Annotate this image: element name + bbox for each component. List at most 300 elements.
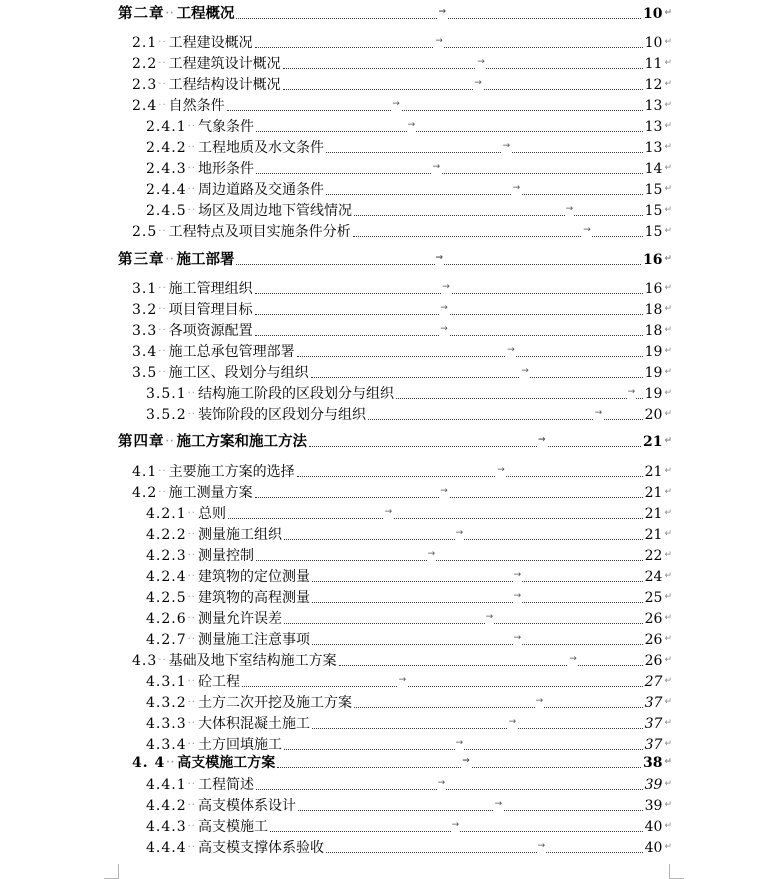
space-marker: ··: [158, 346, 167, 357]
dot-leader: [284, 528, 643, 540]
space-marker: ··: [187, 388, 196, 399]
toc-entry-title: 周边道路及交通条件: [197, 182, 324, 198]
tab-arrow-icon: →: [455, 524, 465, 542]
toc-entry-number: 第二章: [118, 5, 165, 22]
toc-entry[interactable]: [146, 179, 672, 199]
paragraph-mark-icon: ↵: [664, 757, 672, 767]
paragraph-mark-icon: ↵: [664, 142, 672, 152]
toc-entry[interactable]: [146, 524, 672, 544]
toc-entry[interactable]: [118, 3, 672, 23]
toc-entry-page: 39: [644, 777, 663, 793]
toc-entry-title: 总则: [197, 506, 226, 522]
space-marker: ··: [187, 205, 196, 216]
space-marker: ··: [187, 697, 196, 708]
paragraph-mark-icon: ↵: [664, 634, 672, 644]
dot-leader: [255, 36, 643, 48]
toc-entry-number: 第三章: [118, 251, 165, 268]
dot-leader: [312, 570, 643, 582]
paragraph-mark-icon: ↵: [664, 283, 672, 293]
toc-entry-page: 26: [644, 653, 663, 669]
toc-entry[interactable]: [132, 95, 672, 115]
toc-entry[interactable]: [132, 320, 672, 340]
paragraph-mark-icon: ↵: [664, 325, 672, 335]
paragraph-mark-icon: ↵: [664, 571, 672, 581]
toc-entry-page: 26: [644, 632, 663, 648]
space-marker: ··: [158, 226, 167, 237]
toc-entry-page: 21: [644, 485, 663, 501]
toc-entry-page: 24: [644, 569, 663, 585]
toc-entry[interactable]: [146, 200, 672, 220]
dot-leader: [309, 435, 641, 447]
toc-entry-page: 21: [644, 464, 663, 480]
toc-entry-number: 4.4.2: [146, 798, 187, 814]
dot-leader: [283, 57, 643, 69]
paragraph-mark-icon: ↵: [664, 466, 672, 476]
paragraph-mark-icon: ↵: [664, 121, 672, 131]
toc-entry-number: 2.4.1: [146, 119, 187, 135]
toc-entry[interactable]: [132, 362, 672, 382]
dot-leader: [312, 717, 643, 729]
dot-leader: [256, 162, 643, 174]
paragraph-mark-icon: ↵: [664, 655, 672, 665]
space-marker: ··: [158, 304, 167, 315]
toc-entry-page: 13: [644, 98, 663, 114]
space-marker: ··: [187, 779, 196, 790]
toc-entry-page: 19: [644, 344, 663, 360]
toc-entry-number: 3.5: [132, 365, 158, 381]
dot-leader: [339, 654, 643, 666]
paragraph-mark-icon: ↵: [664, 367, 672, 377]
toc-entry[interactable]: [146, 734, 672, 754]
dot-leader: [270, 820, 643, 832]
space-marker: ··: [187, 592, 196, 603]
toc-entry-page: 37: [644, 716, 663, 732]
paragraph-mark-icon: ↵: [664, 205, 672, 215]
tab-arrow-icon: →: [537, 431, 547, 449]
toc-entry-title: 土方二次开挖及施工方案: [197, 695, 352, 711]
toc-entry-number: 4.2.4: [146, 569, 187, 585]
space-marker: ··: [165, 254, 175, 265]
space-marker: ··: [158, 79, 167, 90]
tab-arrow-icon: →: [451, 816, 461, 834]
toc-entry-title: 工程地质及水文条件: [197, 140, 324, 156]
toc-entry-number: 4.3.3: [146, 716, 187, 732]
dot-leader: [396, 387, 643, 399]
toc-entry[interactable]: [146, 587, 672, 607]
toc-entry[interactable]: [146, 795, 672, 815]
dot-leader: [256, 120, 643, 132]
toc-entry-number: 4.4.4: [146, 840, 187, 856]
tab-arrow-icon: →: [513, 629, 523, 647]
toc-entry-title: 工程建设概况: [168, 35, 253, 51]
tab-arrow-icon: →: [568, 650, 578, 668]
toc-entry-page: 39: [644, 798, 663, 814]
space-marker: ··: [187, 550, 196, 561]
toc-entry-number: 4.3.2: [146, 695, 187, 711]
toc-entry[interactable]: [132, 299, 672, 319]
dot-leader: [368, 408, 643, 420]
toc-entry-title: 气象条件: [197, 119, 254, 135]
toc-entry-title: 施工区、段划分与组织: [168, 365, 309, 381]
toc-entry-page: 18: [644, 323, 663, 339]
toc-entry-number: 3.4: [132, 344, 158, 360]
toc-entry-page: 13: [644, 140, 663, 156]
toc-entry[interactable]: [132, 278, 672, 298]
tab-arrow-icon: →: [439, 299, 449, 317]
toc-entry-number: 3.5.1: [146, 386, 187, 402]
toc-entry[interactable]: [146, 545, 672, 565]
dot-leader: [312, 633, 643, 645]
toc-entry-page: 12: [644, 77, 663, 93]
paragraph-mark-icon: ↵: [664, 676, 672, 686]
toc-entry-title: 施工总承包管理部署: [168, 344, 295, 360]
toc-entry-title: 大体积混凝土施工: [197, 716, 310, 732]
dot-leader: [354, 204, 643, 216]
paragraph-mark-icon: ↵: [664, 409, 672, 419]
space-marker: ··: [187, 571, 196, 582]
toc-entry-page: 14: [644, 161, 663, 177]
dot-leader: [284, 612, 643, 624]
toc-entry-number: 4.2.6: [146, 611, 187, 627]
tab-arrow-icon: →: [512, 179, 522, 197]
paragraph-mark-icon: ↵: [664, 613, 672, 623]
toc-entry-page: 21: [642, 434, 663, 450]
paragraph-mark-icon: ↵: [664, 388, 672, 398]
dot-leader: [256, 778, 643, 790]
space-marker: ··: [158, 283, 167, 294]
toc-entry-title: 高支模体系设计: [197, 798, 296, 814]
space-marker: ··: [158, 58, 167, 69]
toc-entry[interactable]: [132, 341, 672, 361]
tab-arrow-icon: →: [437, 774, 447, 792]
tab-arrow-icon: →: [476, 53, 486, 71]
tab-arrow-icon: →: [384, 503, 394, 521]
tab-arrow-icon: →: [494, 795, 504, 813]
dot-leader: [236, 253, 641, 265]
toc-entry[interactable]: [146, 774, 672, 794]
dot-leader: [236, 7, 641, 19]
tab-arrow-icon: →: [520, 362, 530, 380]
toc-entry-title: 施工管理组织: [168, 281, 253, 297]
tab-arrow-icon: →: [473, 74, 483, 92]
paragraph-mark-icon: ↵: [664, 529, 672, 539]
space-marker: ··: [187, 163, 196, 174]
space-marker: ··: [187, 739, 196, 750]
toc-entry[interactable]: [132, 461, 672, 481]
toc-entry[interactable]: [132, 221, 672, 241]
tab-arrow-icon: →: [434, 32, 444, 50]
toc-entry-page: 22: [644, 548, 663, 564]
dot-leader: [255, 324, 643, 336]
tab-arrow-icon: →: [508, 713, 518, 731]
toc-entry-number: 4.2.2: [146, 527, 187, 543]
toc-entry-title: 地形条件: [197, 161, 254, 177]
toc-entry-title: 测量施工组织: [197, 527, 282, 543]
toc-entry-number: 4.2.3: [146, 548, 187, 564]
tab-arrow-icon: →: [627, 383, 637, 401]
paragraph-mark-icon: ↵: [664, 8, 672, 18]
toc-entry-title: 施工方案和施工方法: [176, 433, 307, 450]
toc-entry-page: 27: [644, 674, 663, 690]
toc-entry-page: 37: [644, 737, 663, 753]
toc-entry-page: 37: [644, 695, 663, 711]
tab-arrow-icon: →: [535, 692, 545, 710]
paragraph-mark-icon: ↵: [664, 550, 672, 560]
dot-leader: [298, 799, 643, 811]
toc-entry-page: 10: [644, 35, 663, 51]
tab-arrow-icon: →: [485, 608, 495, 626]
toc-entry-number: 2.4.5: [146, 203, 187, 219]
toc-entry-number: 4.2.1: [146, 506, 187, 522]
dot-leader: [326, 183, 643, 195]
toc-entry-number: 4. 4: [132, 755, 166, 771]
dot-leader: [353, 225, 643, 237]
toc-entry[interactable]: [146, 816, 672, 836]
tab-arrow-icon: →: [455, 734, 465, 752]
paragraph-mark-icon: ↵: [664, 592, 672, 602]
toc-entry-number: 4.1: [132, 464, 158, 480]
toc-entry-number: 2.4: [132, 98, 158, 114]
space-marker: ··: [187, 800, 196, 811]
dot-leader: [255, 282, 643, 294]
paragraph-mark-icon: ↵: [664, 254, 672, 264]
paragraph-mark-icon: ↵: [664, 487, 672, 497]
toc-entry[interactable]: [132, 650, 672, 670]
tab-arrow-icon: →: [513, 566, 523, 584]
paragraph-mark-icon: ↵: [664, 79, 672, 89]
toc-entry[interactable]: [132, 482, 672, 502]
toc-entry[interactable]: [146, 404, 672, 424]
tab-arrow-icon: →: [439, 482, 449, 500]
toc-entry-title: 项目管理目标: [168, 302, 253, 318]
dot-leader: [227, 99, 643, 111]
toc-entry[interactable]: [146, 713, 672, 733]
toc-entry[interactable]: [146, 566, 672, 586]
dot-leader: [255, 486, 643, 498]
space-marker: ··: [165, 436, 175, 447]
paragraph-mark-icon: ↵: [664, 346, 672, 356]
toc-entry[interactable]: [146, 692, 672, 712]
paragraph-mark-icon: ↵: [664, 436, 672, 446]
space-marker: ··: [165, 8, 175, 19]
toc-entry[interactable]: [146, 137, 672, 157]
paragraph-mark-icon: ↵: [664, 697, 672, 707]
dot-leader: [326, 141, 643, 153]
toc-entry-title: 自然条件: [168, 98, 225, 114]
toc-entry-page: 38: [642, 755, 663, 771]
toc-entry-number: 4.2: [132, 485, 158, 501]
tab-arrow-icon: →: [435, 249, 445, 267]
toc-entry-page: 11: [644, 56, 663, 72]
tab-arrow-icon: →: [427, 545, 437, 563]
tab-arrow-icon: →: [461, 752, 471, 770]
tab-arrow-icon: →: [391, 95, 401, 113]
space-marker: ··: [158, 655, 167, 666]
toc-entry-title: 主要施工方案的选择: [168, 464, 295, 480]
toc-entry-title: 各项资源配置: [168, 323, 253, 339]
toc-entry[interactable]: [146, 629, 672, 649]
tab-arrow-icon: →: [439, 320, 449, 338]
tab-arrow-icon: →: [441, 278, 451, 296]
toc-entry-number: 4.3.4: [146, 737, 187, 753]
toc-entry[interactable]: [146, 116, 672, 136]
space-marker: ··: [158, 466, 167, 477]
space-marker: ··: [158, 487, 167, 498]
toc-entry-title: 装饰阶段的区段划分与组织: [197, 407, 366, 423]
toc-entry-title: 工程简述: [197, 777, 254, 793]
toc-entry-number: 4.4.1: [146, 777, 187, 793]
toc-entry[interactable]: [146, 608, 672, 628]
toc-entry-number: 3.3: [132, 323, 158, 339]
dot-leader: [255, 303, 643, 315]
paragraph-mark-icon: ↵: [664, 842, 672, 852]
toc-entry-title: 高支模施工: [197, 819, 268, 835]
page-corner-mark: [669, 864, 684, 879]
toc-entry-page: 16: [644, 281, 663, 297]
toc-entry-number: 2.4.2: [146, 140, 187, 156]
toc-entry-number: 第四章: [118, 433, 165, 450]
paragraph-mark-icon: ↵: [664, 821, 672, 831]
tab-arrow-icon: →: [502, 137, 512, 155]
toc-entry[interactable]: [146, 837, 672, 857]
paragraph-mark-icon: ↵: [664, 800, 672, 810]
space-marker: ··: [187, 842, 196, 853]
toc-entry-title: 结构施工阶段的区段划分与组织: [197, 386, 394, 402]
toc-entry-page: 15: [644, 182, 663, 198]
toc-entry-number: 4.4.3: [146, 819, 187, 835]
toc-entry-title: 测量控制: [197, 548, 254, 564]
toc-entry-number: 2.2: [132, 56, 158, 72]
dot-leader: [312, 591, 643, 603]
space-marker: ··: [187, 718, 196, 729]
toc-entry-title: 建筑物的高程测量: [197, 590, 310, 606]
tab-arrow-icon: →: [506, 341, 516, 359]
toc-entry-title: 施工测量方案: [168, 485, 253, 501]
toc-entry[interactable]: [118, 249, 672, 269]
paragraph-mark-icon: ↵: [664, 226, 672, 236]
toc-entry-title: 测量施工注意事项: [197, 632, 310, 648]
toc-entry-page: 19: [644, 365, 663, 381]
toc-entry-page: 13: [644, 119, 663, 135]
paragraph-mark-icon: ↵: [664, 779, 672, 789]
toc-entry-page: 18: [644, 302, 663, 318]
space-marker: ··: [187, 529, 196, 540]
toc-entry[interactable]: [132, 752, 672, 772]
paragraph-mark-icon: ↵: [664, 508, 672, 518]
paragraph-mark-icon: ↵: [664, 304, 672, 314]
toc-entry-page: 15: [644, 224, 663, 240]
paragraph-mark-icon: ↵: [664, 739, 672, 749]
toc-entry-page: 10: [642, 6, 663, 22]
toc-entry-title: 高支模支撑体系验收: [197, 840, 324, 856]
dot-leader: [311, 366, 643, 378]
toc-entry-title: 场区及周边地下管线情况: [197, 203, 352, 219]
toc-entry-page: 40: [644, 840, 663, 856]
toc-entry-title: 基础及地下室结构施工方案: [168, 653, 337, 669]
tab-arrow-icon: →: [565, 200, 575, 218]
dot-leader: [283, 78, 643, 90]
space-marker: ··: [187, 676, 196, 687]
dot-leader: [228, 507, 643, 519]
tab-arrow-icon: →: [398, 671, 408, 689]
toc-entry[interactable]: [146, 503, 672, 523]
space-marker: ··: [187, 184, 196, 195]
toc-entry-title: 施工部署: [176, 251, 235, 268]
space-marker: ··: [166, 757, 176, 768]
tab-arrow-icon: →: [594, 404, 604, 422]
space-marker: ··: [187, 121, 196, 132]
dot-leader: [277, 756, 641, 768]
toc-entry-page: 25: [644, 590, 663, 606]
space-marker: ··: [158, 100, 167, 111]
toc-entry-number: 3.2: [132, 302, 158, 318]
dot-leader: [242, 675, 643, 687]
dot-leader: [326, 841, 643, 853]
space-marker: ··: [187, 613, 196, 624]
toc-entry-page: 16: [642, 252, 663, 268]
tab-arrow-icon: →: [537, 837, 547, 855]
toc-entry-number: 4.2.7: [146, 632, 187, 648]
toc-entry-number: 4.3: [132, 653, 158, 669]
toc-entry-title: 测量允许误差: [197, 611, 282, 627]
toc-entry-number: 3.1: [132, 281, 158, 297]
toc-entry[interactable]: [146, 671, 672, 691]
toc-entry-title: 建筑物的定位测量: [197, 569, 310, 585]
tab-arrow-icon: →: [513, 587, 523, 605]
toc-entry-number: 4.2.5: [146, 590, 187, 606]
toc-entry-number: 3.5.2: [146, 407, 187, 423]
toc-entry[interactable]: [118, 431, 672, 451]
space-marker: ··: [158, 325, 167, 336]
toc-entry-page: 20: [644, 407, 663, 423]
toc-entry-title: 砼工程: [197, 674, 240, 690]
dot-leader: [354, 696, 643, 708]
tab-arrow-icon: →: [407, 116, 417, 134]
tab-arrow-icon: →: [496, 461, 506, 479]
toc-entry-title: 工程结构设计概况: [168, 77, 281, 93]
toc-entry[interactable]: [132, 53, 672, 73]
toc-entry[interactable]: [146, 383, 672, 403]
toc-entry[interactable]: [132, 74, 672, 94]
toc-entry-page: 19: [644, 386, 663, 402]
toc-entry-number: 2.1: [132, 35, 158, 51]
toc-entry[interactable]: [146, 158, 672, 178]
space-marker: ··: [187, 409, 196, 420]
toc-entry-number: 4.3.1: [146, 674, 187, 690]
space-marker: ··: [158, 37, 167, 48]
paragraph-mark-icon: ↵: [664, 718, 672, 728]
dot-leader: [284, 738, 643, 750]
paragraph-mark-icon: ↵: [664, 184, 672, 194]
page-corner-mark: [104, 864, 119, 879]
dot-leader: [297, 345, 643, 357]
toc-entry-title: 高支模施工方案: [177, 755, 276, 771]
toc-entry-page: 15: [644, 203, 663, 219]
dot-leader: [297, 465, 643, 477]
toc-entry-title: 工程特点及项目实施条件分析: [168, 224, 351, 240]
paragraph-mark-icon: ↵: [664, 37, 672, 47]
toc-entry-number: 2.4.4: [146, 182, 187, 198]
toc-entry-number: 2.4.3: [146, 161, 187, 177]
paragraph-mark-icon: ↵: [664, 58, 672, 68]
toc-entry-page: 21: [644, 527, 663, 543]
toc-entry-title: 工程概况: [176, 5, 235, 22]
toc-entry[interactable]: [132, 32, 672, 52]
toc-entry-title: 工程建筑设计概况: [168, 56, 281, 72]
space-marker: ··: [158, 367, 167, 378]
tab-arrow-icon: →: [438, 3, 448, 21]
dot-leader: [256, 549, 643, 561]
